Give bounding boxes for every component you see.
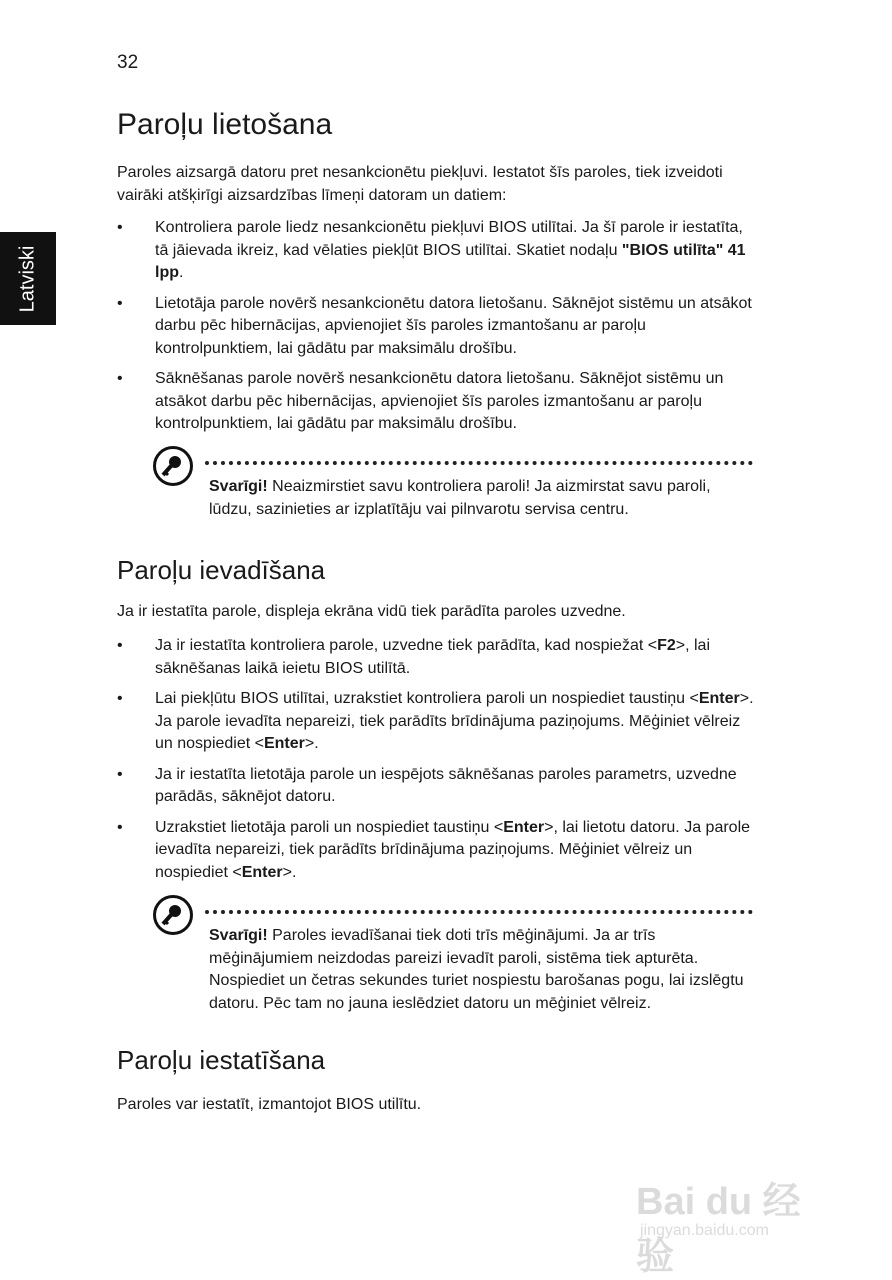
bullet-user-boot-prompt bbox=[117, 764, 757, 809]
bullet-text-mid: >. Ja parole ievadīta nepareizi, tiek parādīts brīdinājuma paziņojums. Mēģiniet vēlreiz un nospiediet < bbox=[155, 690, 754, 752]
language-side-tab bbox=[0, 232, 56, 325]
bullet-text: Ja ir iestatīta lietotāja parole un iespējots sāknēšanas paroles parametrs, uzvedne parādās, sāknējot datoru. bbox=[155, 765, 737, 805]
note-label: Svarīgi! bbox=[209, 478, 268, 495]
section1-intro: Paroles aizsargā datoru pret nesankcionētu piekļuvi. Iestatot šīs paroles, tiek izveidoti vairāki atšķirīgi aizsardzības līmeņi datoram un datiem: bbox=[117, 164, 723, 204]
bullet-text-end: >, lai sāknēšanas laikā ieietu BIOS utilītā. bbox=[155, 637, 710, 677]
section3-intro: Paroles var iestatīt, izmantojot BIOS utilītu. bbox=[117, 1096, 422, 1113]
section2-intro: Ja ir iestatīta parole, displeja ekrāna vidū tiek parādīta paroles uzvedne. bbox=[117, 603, 626, 620]
note-divider bbox=[205, 461, 753, 465]
bullet-text-end: . bbox=[179, 264, 184, 281]
bullet-text: Sāknēšanas parole novērš nesankcionētu datora lietošanu. Sāknējot sistēmu un atsākot darbu pēc hibernācijas, apvienojiet šīs paroles izmantošanu ar paroļu kontrolpunktiem, lai gādātu par maksimālu drošību. bbox=[155, 370, 724, 432]
important-note-2 bbox=[153, 895, 753, 1025]
bullet-text-mid: >, lai lietotu datoru. Ja parole ievadīta nepareizi, tiek parādīts brīdinājuma paziņojums. Mēģiniet vēlreiz un nospiediet < bbox=[155, 818, 751, 881]
key-f2: F2 bbox=[657, 637, 676, 654]
language-side-tab-label: Latviski bbox=[16, 245, 39, 312]
section1-bullet-list bbox=[117, 217, 757, 436]
note-text bbox=[209, 925, 754, 1015]
key-enter: Enter bbox=[503, 818, 545, 836]
watermark-url: jingyan.baidu.com bbox=[640, 1222, 769, 1239]
key-in-circle-icon bbox=[153, 895, 193, 935]
section-title-setting-passwords: Paroļu iestatīšana bbox=[117, 1045, 326, 1075]
watermark-logo-text: Bai du 经验 bbox=[636, 1181, 801, 1278]
note-body: Neaizmirstiet savu kontroliera paroli! Ja aizmirstat savu paroli, lūdzu, sazinieties ar izplatītāju vai pilnvarotu servisa centru. bbox=[209, 478, 711, 518]
key-enter: Enter bbox=[698, 690, 740, 707]
baidu-watermark bbox=[636, 1150, 836, 1278]
key-in-circle-icon bbox=[153, 446, 193, 486]
note-divider bbox=[205, 910, 753, 914]
important-note-1 bbox=[153, 446, 753, 536]
bullet-text-end: >. bbox=[282, 863, 297, 881]
bullet-text: Kontroliera parole liedz nesankcionētu piekļuvi BIOS utilītai. Ja šī parole ir iestatīta, tā jāievada ikreiz, kad vēlaties piekļūt BIOS utilītai. Skatiet nodaļu bbox=[155, 219, 743, 259]
bullet-text: Lietotāja parole novērš nesankcionētu datora lietošanu. Sāknējot sistēmu un atsākot darbu pēc hibernācijas, apvienojiet šīs paroles izmantošanu ar paroļu kontrolpunktiem, lai gādātu par maksimālu drošību. bbox=[155, 294, 752, 357]
bullet-text: Ja ir iestatīta kontroliera parole, uzvedne tiek parādīta, kad nospiežat < bbox=[155, 637, 658, 654]
bullet-enter-supervisor bbox=[117, 688, 757, 756]
bullet-enter-user bbox=[117, 817, 757, 885]
note-label: Svarīgi! bbox=[209, 927, 268, 944]
section-title-password-usage: Paroļu lietošana bbox=[117, 108, 333, 141]
key-enter: Enter bbox=[263, 735, 305, 752]
bullet-supervisor-password bbox=[117, 217, 757, 285]
key-enter: Enter bbox=[241, 863, 283, 881]
section2-bullet-list bbox=[117, 635, 757, 884]
bullet-user-password bbox=[117, 293, 757, 361]
bullet-text: Lai piekļūtu BIOS utilītai, uzrakstiet kontroliera paroli un nospiediet taustiņu < bbox=[155, 690, 699, 707]
bullet-text: Uzrakstiet lietotāja paroli un nospiediet taustiņu < bbox=[155, 818, 504, 836]
page-number: 32 bbox=[117, 52, 139, 73]
note-text bbox=[209, 476, 754, 521]
note-body: Paroles ievadīšanai tiek doti trīs mēģinājumi. Ja ar trīs mēģinājumiem neizdodas pareizi ievadīt paroli, sistēma tiek apturēta. Nospiediet un četras sekundes turiet nospiestu barošanas pogu, lai izslēgtu datoru. Pēc tam no jauna ieslēdziet datoru un mēģiniet vēlreiz. bbox=[209, 927, 744, 1012]
section-title-entering-passwords: Paroļu ievadīšana bbox=[117, 555, 326, 585]
bullet-boot-password bbox=[117, 368, 757, 436]
bullet-supervisor-prompt bbox=[117, 635, 757, 680]
bullet-text-end: >. bbox=[304, 735, 319, 752]
bios-utility-reference: "BIOS utilīta" 41 lpp bbox=[155, 241, 746, 281]
